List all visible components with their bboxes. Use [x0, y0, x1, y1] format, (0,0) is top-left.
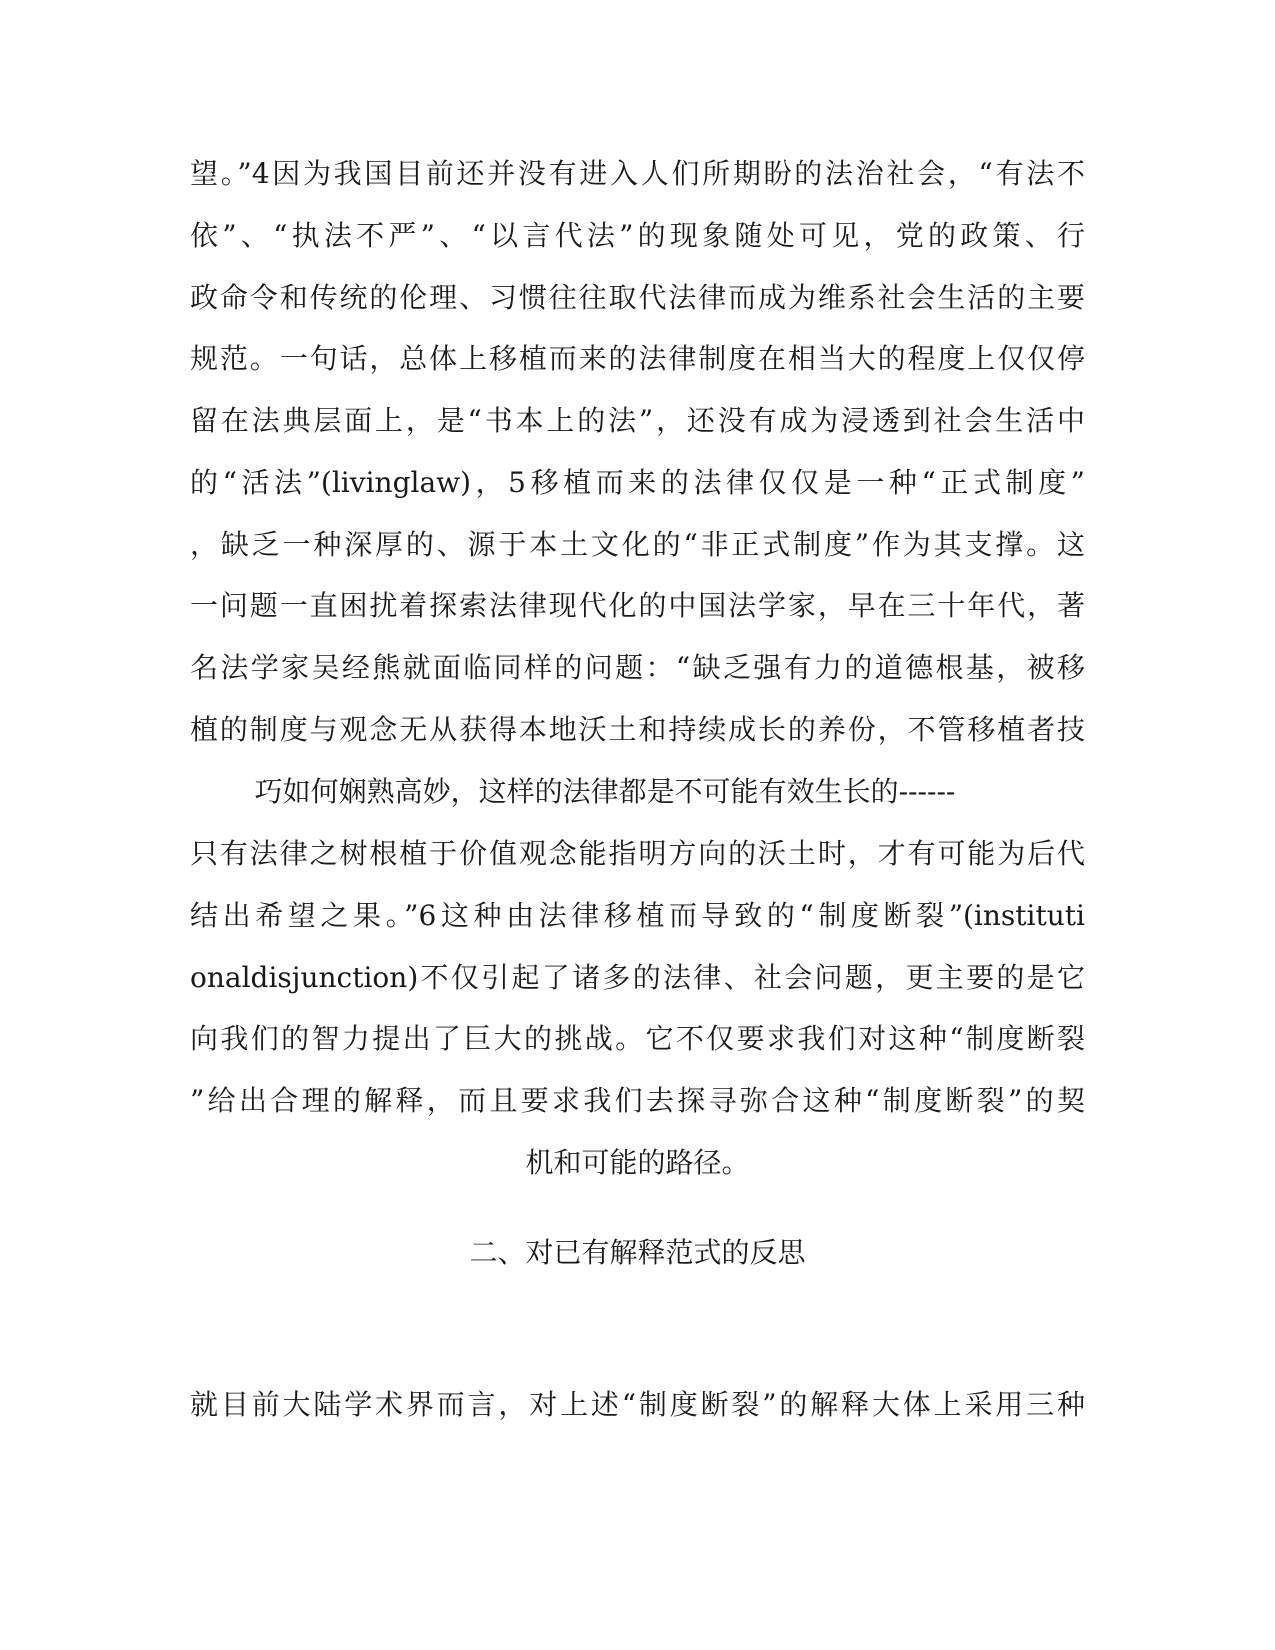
paragraph-line: onaldisjunction)不仅引起了诸多的法律、社会问题，更主要的是它	[190, 961, 1085, 994]
paragraph-line: ”给出合理的解释，而且要求我们去探寻弥合这种“制度断裂”的契	[190, 1084, 1085, 1117]
paragraph-line: 望。”4因为我国目前还并没有进入人们所期盼的法治社会，“有法不	[190, 157, 1085, 190]
paragraph-line: 结出希望之果。”6这种由法律移植而导致的“制度断裂”(instituti	[190, 899, 1085, 932]
paragraph-line: 留在法典层面上，是“书本上的法”，还没有成为浸透到社会生活中	[190, 404, 1085, 437]
paragraph-line: 的“活法”(livinglaw)，5移植而来的法律仅仅是一种“正式制度”	[190, 466, 1085, 499]
paragraph-line: ，缺乏一种深厚的、源于本土文化的“非正式制度”作为其支撑。这	[190, 528, 1085, 561]
paragraph-line: 名法学家吴经熊就面临同样的问题：“缺乏强有力的道德根基，被移	[190, 651, 1085, 684]
paragraph-line: 巧如何娴熟高妙，这样的法律都是不可能有效生长的------	[254, 775, 956, 808]
paragraph-line: 只有法律之树根植于价值观念能指明方向的沃土时，才有可能为后代	[190, 837, 1085, 870]
paragraph-line: 依”、“执法不严”、“以言代法”的现象随处可见，党的政策、行	[190, 219, 1085, 252]
paragraph-line: 一问题一直困扰着探索法律现代化的中国法学家，早在三十年代，著	[190, 589, 1085, 622]
paragraph-line: 政命令和传统的伦理、习惯往往取代法律而成为维系社会生活的主要	[190, 281, 1085, 314]
section-heading: 二、对已有解释范式的反思	[469, 1236, 806, 1269]
paragraph-line: 向我们的智力提出了巨大的挑战。它不仅要求我们对这种“制度断裂	[190, 1022, 1085, 1055]
paragraph-line: 规范。一句话，总体上移植而来的法律制度在相当大的程度上仅仅停	[190, 342, 1085, 375]
paragraph-line: 就目前大陆学术界而言，对上述“制度断裂”的解释大体上采用三种	[190, 1388, 1085, 1421]
paragraph-line: 机和可能的路径。	[525, 1146, 750, 1179]
paragraph-line: 植的制度与观念无从获得本地沃土和持续成长的养份，不管移植者技	[190, 713, 1085, 746]
